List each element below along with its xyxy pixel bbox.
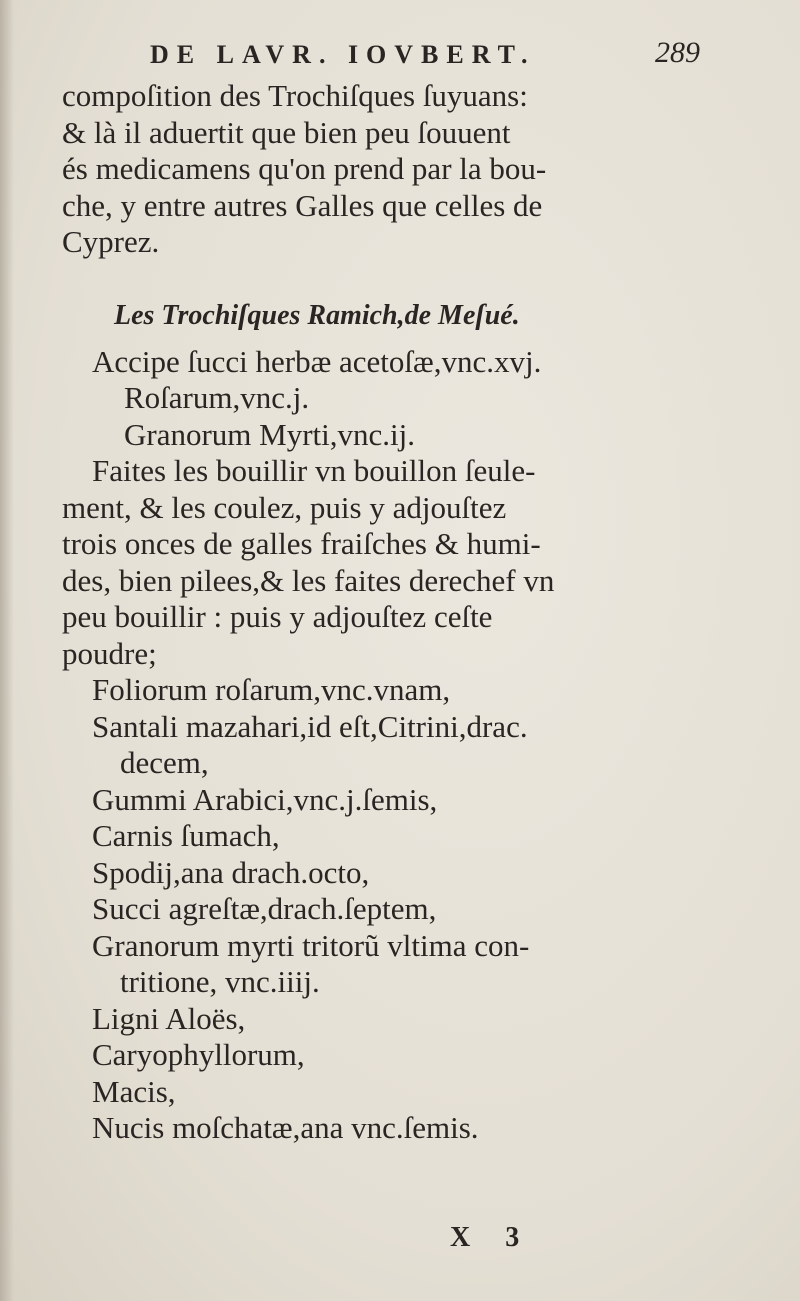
recipe-line: decem, (120, 745, 209, 780)
signature-mark: X 3 (450, 1222, 534, 1253)
recipe-first (62, 344, 660, 454)
instruction-line: peu bouillir : puis y adjouſtez ceſte (62, 599, 493, 634)
recipe-line: Ligni Aloës, (92, 1000, 246, 1036)
instruction-line: trois onces de galles fraiſches & humi- (62, 526, 541, 561)
instruction-line: poudre; (62, 635, 157, 671)
recipe-line: Spodij,ana drach.octo, (92, 854, 370, 890)
intro-line: Cyprez. (62, 224, 160, 259)
running-head: DE LAVR. IOVBERT. (150, 40, 536, 69)
recipe-line: Santali mazahari,id eſt,Citrini,drac. (92, 708, 528, 744)
recipe-line: Granorum Myrti,vnc.ij. (124, 416, 416, 452)
instruction-line: ment, & les coulez, puis y adjouſtez (62, 489, 507, 525)
page-number: 289 (655, 36, 700, 69)
section-heading: Les Trochiſques Ramich,de Meſué. (114, 299, 520, 331)
intro-line: che, y entre autres Galles que celles de (62, 187, 543, 223)
instruction-line: des, bien pilees,& les faites derechef vn (62, 562, 555, 598)
recipe-line: Foliorum roſarum,vnc.vnam, (92, 672, 451, 707)
recipe-line: Caryophyllorum, (92, 1037, 305, 1072)
instructions-paragraph (62, 453, 660, 672)
page-body (62, 78, 660, 1147)
intro-line: és medicamens qu'on prend par la bou- (62, 151, 547, 186)
recipe-line: Succi agreſtæ,drach.ſeptem, (92, 891, 437, 926)
page-header (150, 36, 700, 80)
gutter-shadow (0, 0, 14, 1301)
recipe-line: Roſarum,vnc.j. (124, 380, 310, 415)
recipe-line: Granorum myrti tritorũ vltima con- (92, 927, 530, 963)
recipe-line: Carnis ſumach, (92, 818, 280, 853)
intro-line: compoſition des Trochiſques ſuyuans: (62, 78, 528, 113)
intro-paragraph (62, 78, 660, 261)
instruction-line: Faites les bouillir vn bouillon ſeule- (92, 453, 536, 488)
recipe-line: Gummi Arabici,vnc.j.ſemis, (92, 781, 438, 817)
recipe-second (62, 672, 660, 1147)
intro-line: & là il aduertit que bien peu ſouuent (62, 114, 511, 150)
recipe-line: tritione, vnc.iiij. (120, 964, 320, 999)
recipe-line: Macis, (92, 1073, 176, 1109)
recipe-line: Nucis moſchatæ,ana vnc.ſemis. (92, 1110, 479, 1145)
recipe-line: Accipe ſucci herbæ acetoſæ,vnc.xvj. (92, 343, 542, 379)
